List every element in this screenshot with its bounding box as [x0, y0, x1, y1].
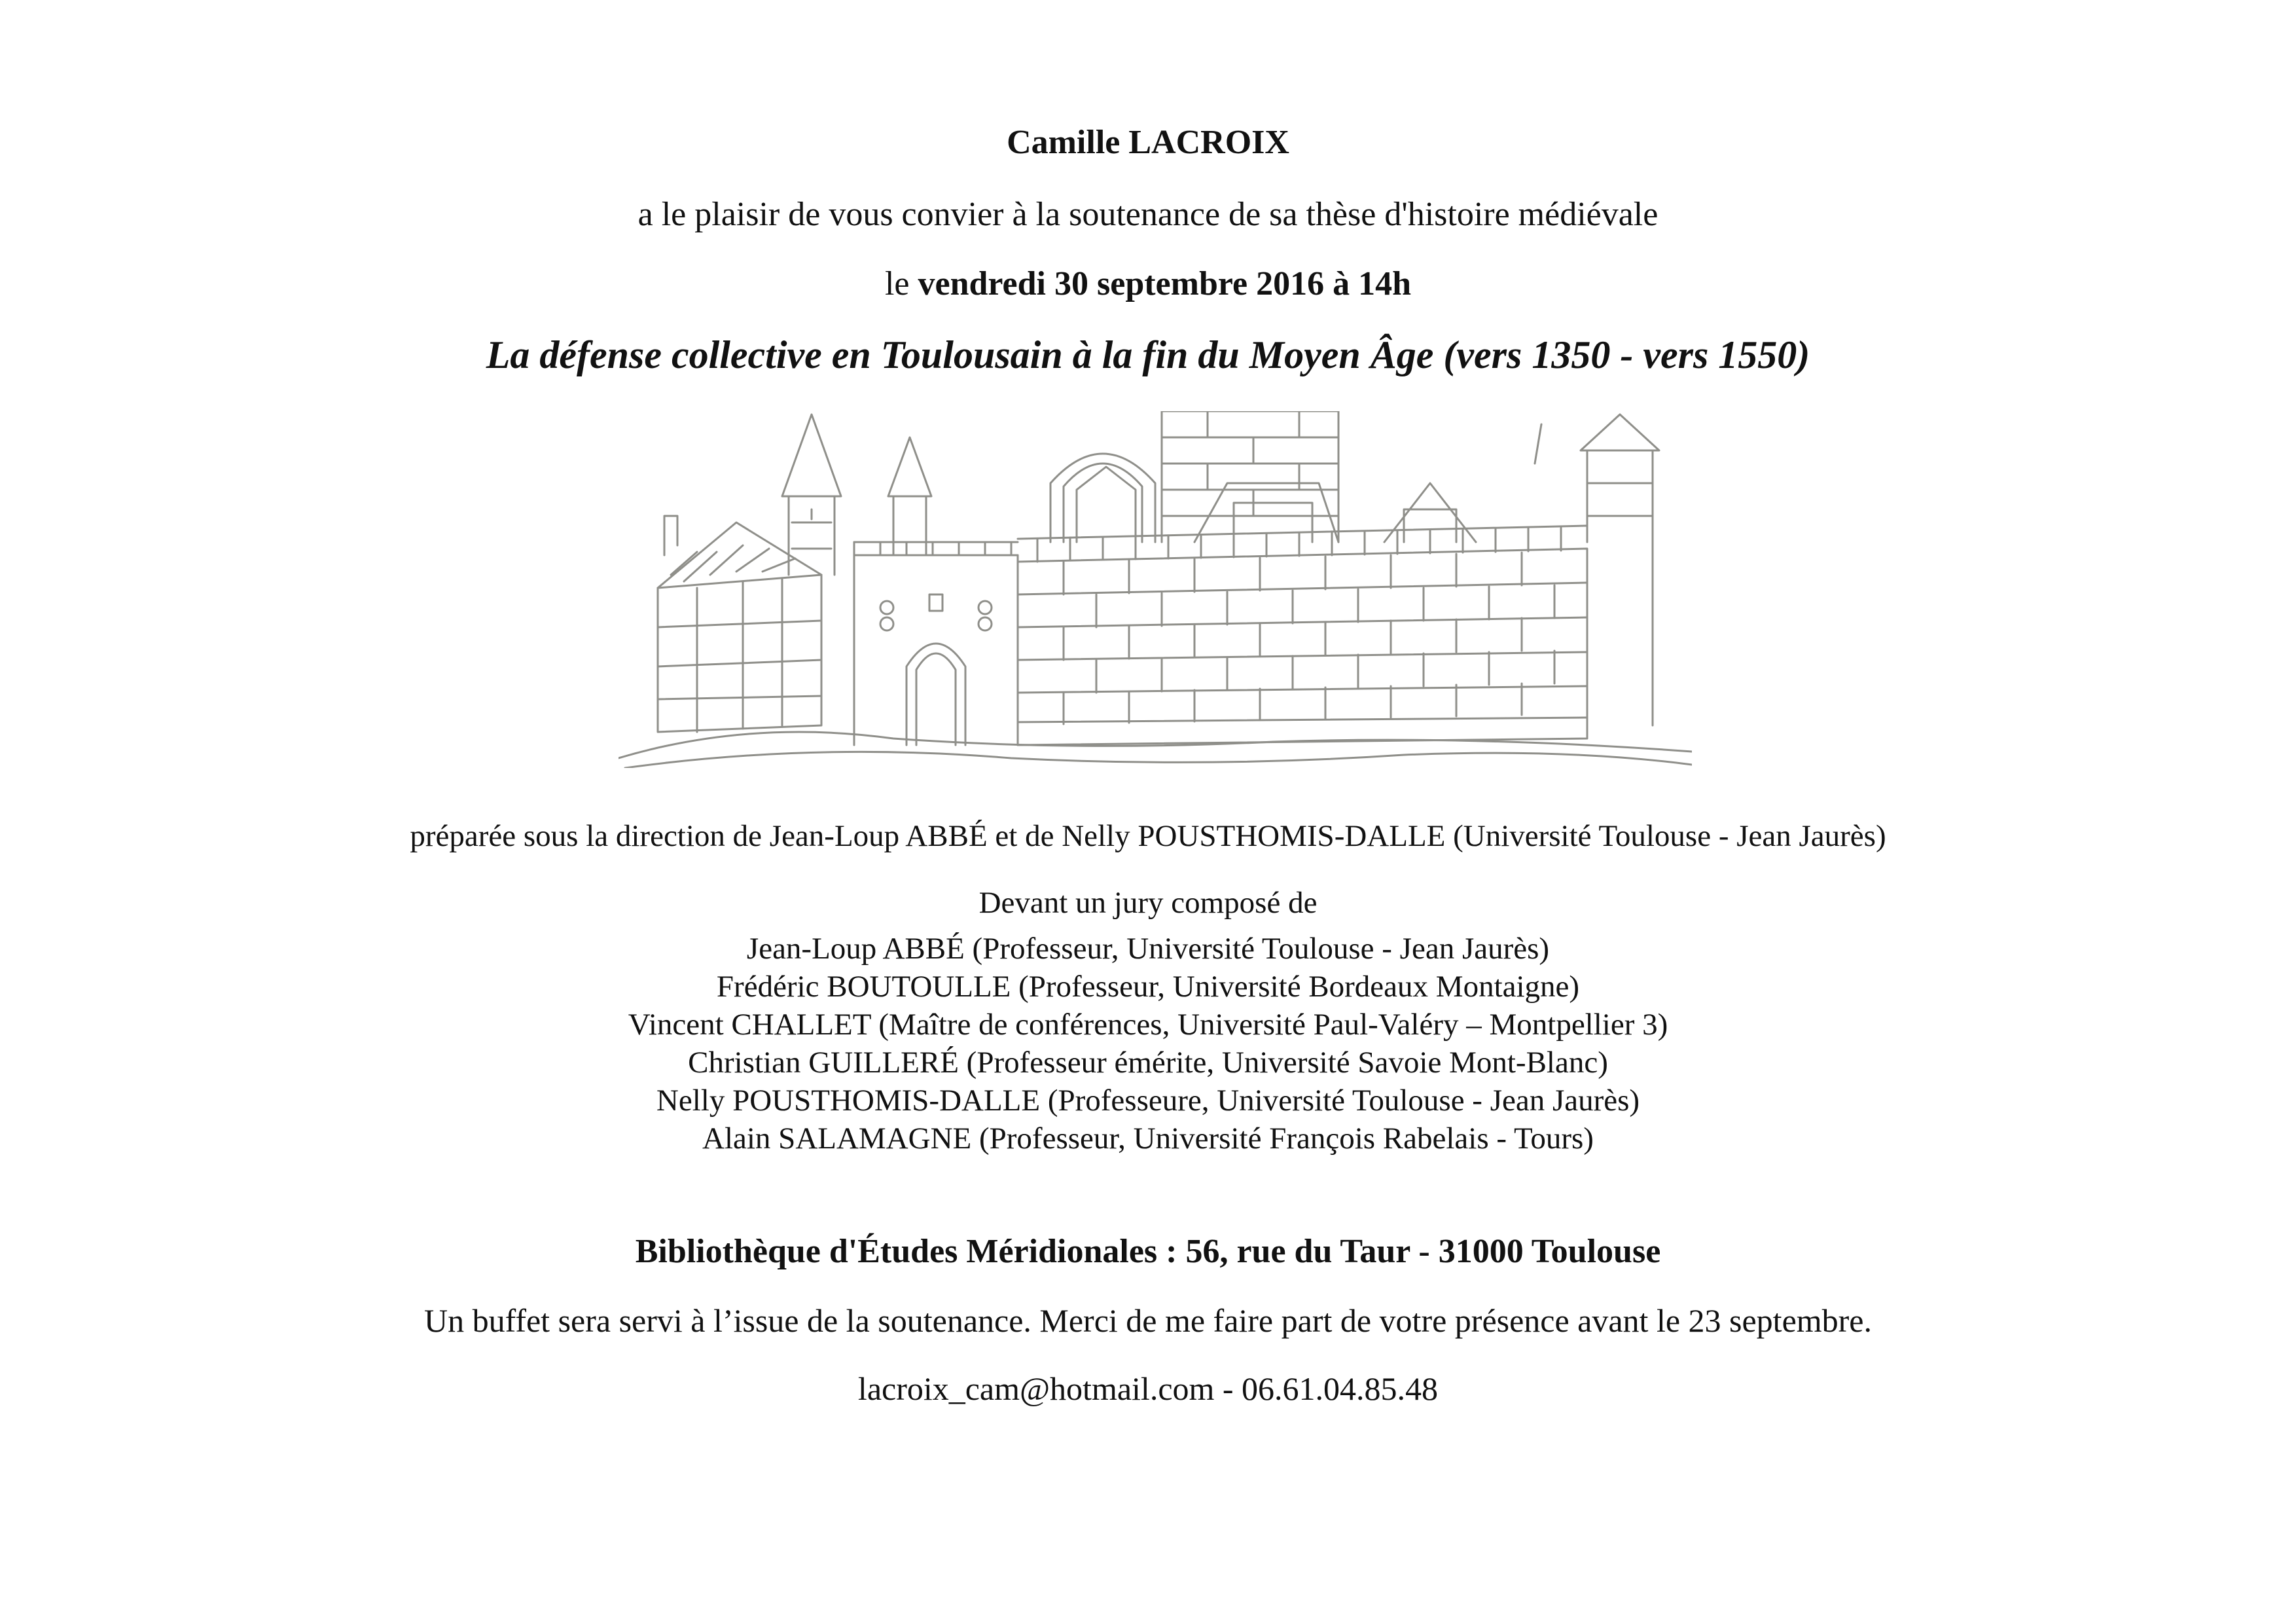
fortified-town-drawing-icon	[619, 411, 1692, 768]
venue: Bibliothèque d'Études Méridionales : 56, rue du Taur - 31000 Toulouse	[635, 1233, 1661, 1270]
jury-member: Frédéric BOUTOULLE (Professeur, Université Bordeaux Montaigne)	[716, 970, 1580, 1004]
jury-member: Christian GUILLERÉ (Professeur émérite, Université Savoie Mont-Blanc)	[688, 1046, 1608, 1080]
date-value: vendredi 30 septembre 2016 à 14h	[918, 265, 1412, 302]
thesis-direction: préparée sous la direction de Jean-Loup ABBÉ et de Nelly POUSTHOMIS-DALLE (Université Toulouse - Jean Jaurès)	[410, 819, 1886, 853]
defense-date	[0, 264, 2296, 303]
jury-member: Alain SALAMAGNE (Professeur, Université François Rabelais - Tours)	[702, 1122, 1594, 1156]
thesis-title: La défense collective en Toulousain à la fin du Moyen Âge (vers 1350 - vers 1550)	[486, 333, 1810, 376]
candidate-name: Camille LACROIX	[1007, 124, 1289, 161]
invitation-intro: a le plaisir de vous convier à la soutenance de sa thèse d'histoire médiévale	[637, 196, 1659, 233]
jury-heading: Devant un jury composé de	[978, 886, 1318, 920]
buffet-note: Un buffet sera servi à l’issue de la soutenance. Merci de me faire part de votre présence avant le 23 septembre.	[423, 1302, 1872, 1339]
date-prefix: le	[884, 265, 918, 302]
jury-member: Nelly POUSTHOMIS-DALLE (Professeure, Université Toulouse - Jean Jaurès)	[656, 1084, 1640, 1118]
jury-member: Vincent CHALLET (Maître de conférences, Université Paul-Valéry – Montpellier 3)	[628, 1008, 1668, 1042]
contact-info: lacroix_cam@hotmail.com - 06.61.04.85.48	[857, 1370, 1439, 1407]
jury-member: Jean-Loup ABBÉ (Professeur, Université Toulouse - Jean Jaurès)	[746, 932, 1550, 966]
jury-list	[0, 930, 2296, 1158]
